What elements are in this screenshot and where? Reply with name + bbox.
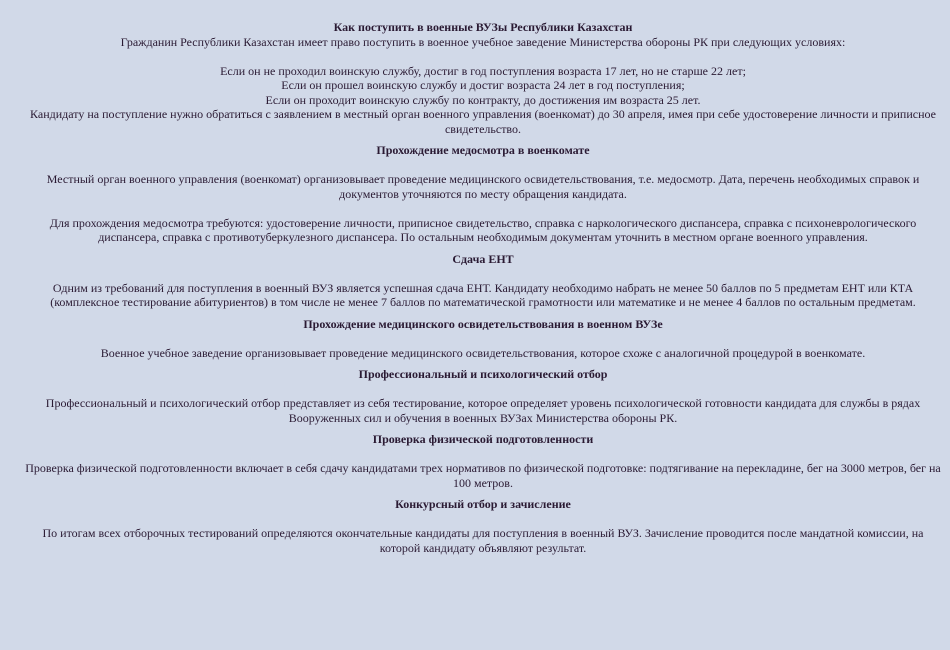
section-paragraph: Местный орган военного управления (военкомат) организовывает проведение медицинского освидетельствования, т.е. медосмотр. Дата, перечень необходимых справок и документов уточняются по месту обращения кандидата. bbox=[46, 172, 920, 201]
section-paragraph: Одним из требований для поступления в военный ВУЗ является успешная сдача ЕНТ. Кандидату необходимо набрать не менее 50 баллов по 5 предметам ЕНТ или КТА (комплексное тестирование абитуриентов) в том числе не менее 7 баллов по математической грамотности или математике и не менее 4 баллов по остальным предметам. bbox=[50, 280, 916, 309]
section-paragraph: Проверка физической подготовленности включает в себя сдачу кандидатами трех нормативов по физической подготовке: подтягивание на перекладине, бег на 3000 метров, бег на 100 метров. bbox=[25, 461, 941, 490]
condition-1: Если он не проходил воинскую службу, достиг в год поступления возраста 17 лет, но не старше 22 лет; bbox=[220, 63, 746, 78]
section-paragraph: Для прохождения медосмотра требуются: удостоверение личности, приписное свидетельство, справка с наркологического диспансера, справка с психоневрологического диспансера, справка с противотуберкулезного диспансера. По остальным необходимым документам уточнить в местном органе военного управления. bbox=[49, 215, 917, 244]
section-paragraph: По итогам всех отборочных тестирований определяются окончательные кандидаты для поступления в военный ВУЗ. Зачисление проводится после мандатной комиссии, на которой кандидату объявляют результат. bbox=[42, 526, 924, 555]
section-heading-enrollment: Конкурсный отбор и зачисление bbox=[395, 497, 571, 511]
condition-2: Если он прошел воинскую службу и достиг возраста 24 лет в год поступления; bbox=[281, 78, 685, 92]
article bbox=[22, 20, 944, 555]
application-text: Кандидату на поступление нужно обратиться с заявлением в местный орган военного управления (военкомат) до 30 апреля, имея при себе удостоверение личности и приписное свидетельство. bbox=[30, 107, 936, 136]
section-heading-psychological: Профессиональный и психологический отбор bbox=[358, 367, 608, 381]
condition-3: Если он проходит воинскую службу по контракту, до достижения им возраста 25 лет. bbox=[265, 92, 701, 107]
section-paragraph: Военное учебное заведение организовывает проведение медицинского освидетельствования, которое схоже с аналогичной процедурой в военкомате. bbox=[100, 345, 866, 360]
page-title: Как поступить в военные ВУЗы Республики Казахстан bbox=[333, 20, 633, 34]
section-heading-physical: Проверка физической подготовленности bbox=[372, 432, 594, 446]
section-paragraph: Профессиональный и психологический отбор представляет из себя тестирование, которое определяет уровень психологической готовности кандидата для службы в рядах Вооруженных сил и обучения в военных ВУЗах Министерства обороны РК. bbox=[45, 396, 921, 425]
section-heading-medical: Прохождение медосмотра в военкомате bbox=[376, 143, 590, 157]
section-heading-medical-university: Прохождение медицинского освидетельствования в военном ВУЗе bbox=[303, 316, 663, 331]
intro-text: Гражданин Республики Казахстан имеет право поступить в военное учебное заведение Министерства обороны РК при следующих условиях: bbox=[120, 34, 846, 49]
section-heading-ent: Сдача ЕНТ bbox=[452, 251, 514, 266]
